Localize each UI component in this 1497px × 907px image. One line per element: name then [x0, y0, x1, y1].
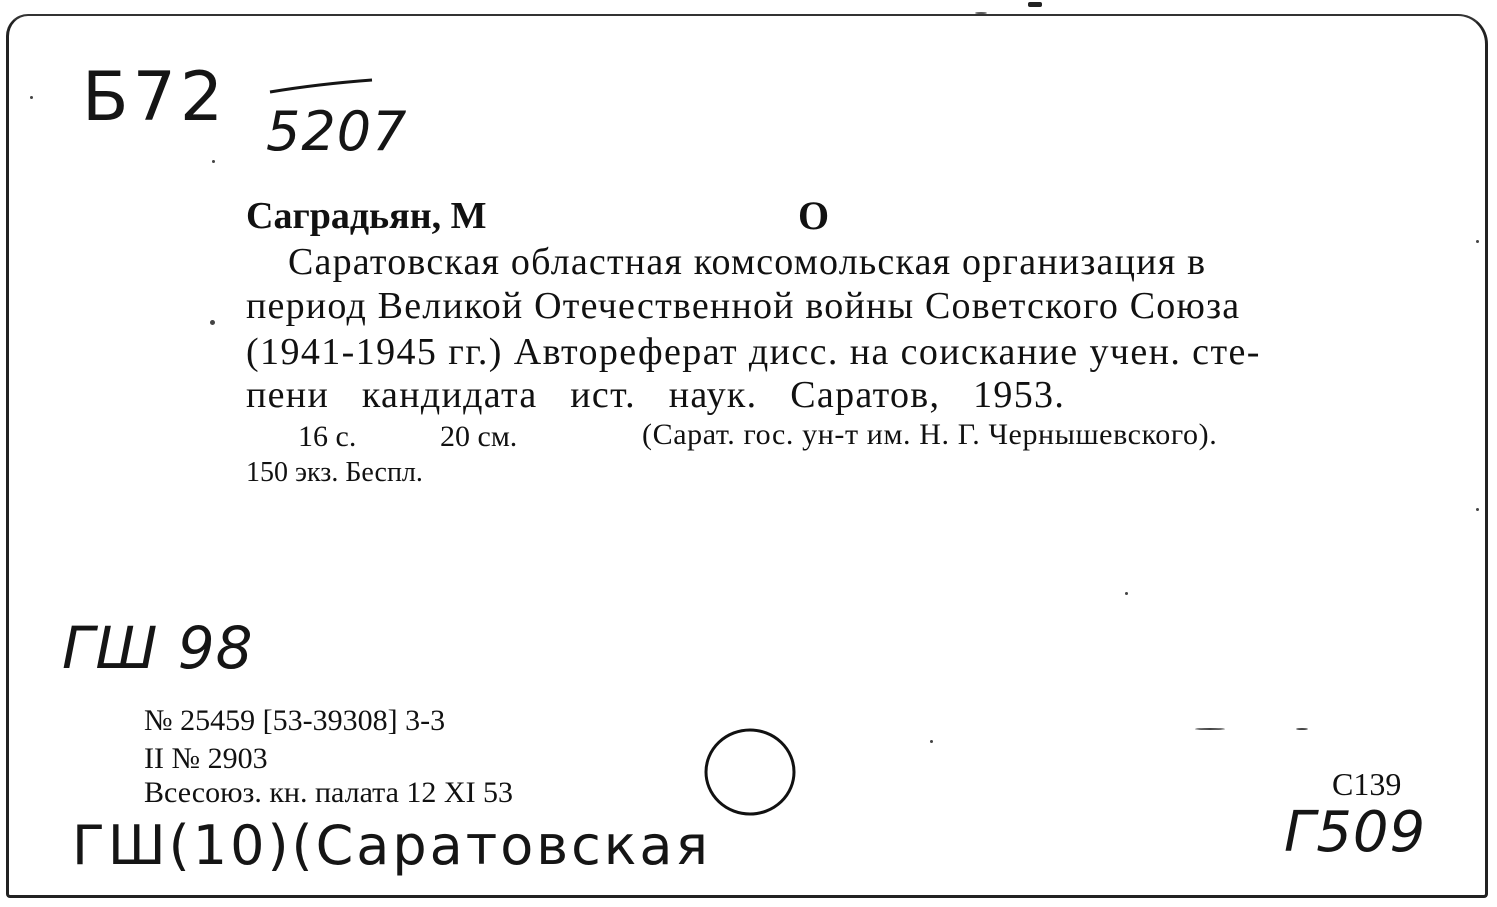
- body-line-1: Саратовская областная комсомольская организация в: [288, 241, 1207, 283]
- handwritten-code-1: ГШ 98: [62, 614, 254, 682]
- speck: [1476, 240, 1479, 243]
- speck: [212, 160, 215, 163]
- ink-mark: [1028, 2, 1042, 7]
- class-code: С139: [1332, 766, 1402, 802]
- handwritten-code-3: Г509: [1284, 800, 1427, 865]
- edition: 150 экз. Беспл.: [246, 457, 423, 488]
- reg-line-2: II № 2903: [144, 742, 268, 775]
- reg-line-1: № 25459 [53-39308] 3-3: [144, 704, 446, 737]
- speck: [1476, 508, 1479, 511]
- body-line-4: пени кандидата ист. наук. Саратов, 1953.: [246, 374, 1066, 416]
- institution: (Сарат. гос. ун-т им. Н. Г. Чернышевского).: [642, 418, 1218, 451]
- speck: [930, 740, 933, 743]
- speck: [210, 320, 215, 325]
- speck: [1125, 592, 1128, 595]
- ink-mark: [975, 12, 987, 14]
- body-line-2: период Великой Отечественной войны Советского Союза: [246, 285, 1241, 327]
- handwritten-code-2: ГШ(10)(Саратовская: [72, 814, 711, 877]
- reg-line-3: Всесоюз. кн. палата 12 XI 53: [144, 776, 514, 809]
- speck: [30, 96, 33, 99]
- body-line-3: (1941-1945 гг.) Автореферат дисс. на соискание учен. сте-: [246, 331, 1261, 373]
- speck: [1195, 728, 1225, 730]
- overline: [268, 76, 378, 96]
- heading-author: Саградьян, М: [246, 195, 487, 237]
- punch-hole: [700, 724, 800, 824]
- shelf-mark: Б72: [82, 58, 228, 137]
- size: 20 см.: [440, 420, 518, 453]
- call-number: 5207: [266, 100, 408, 163]
- heading-letter: О: [798, 193, 830, 238]
- pages: 16 с.: [298, 420, 357, 453]
- speck: [1296, 728, 1308, 730]
